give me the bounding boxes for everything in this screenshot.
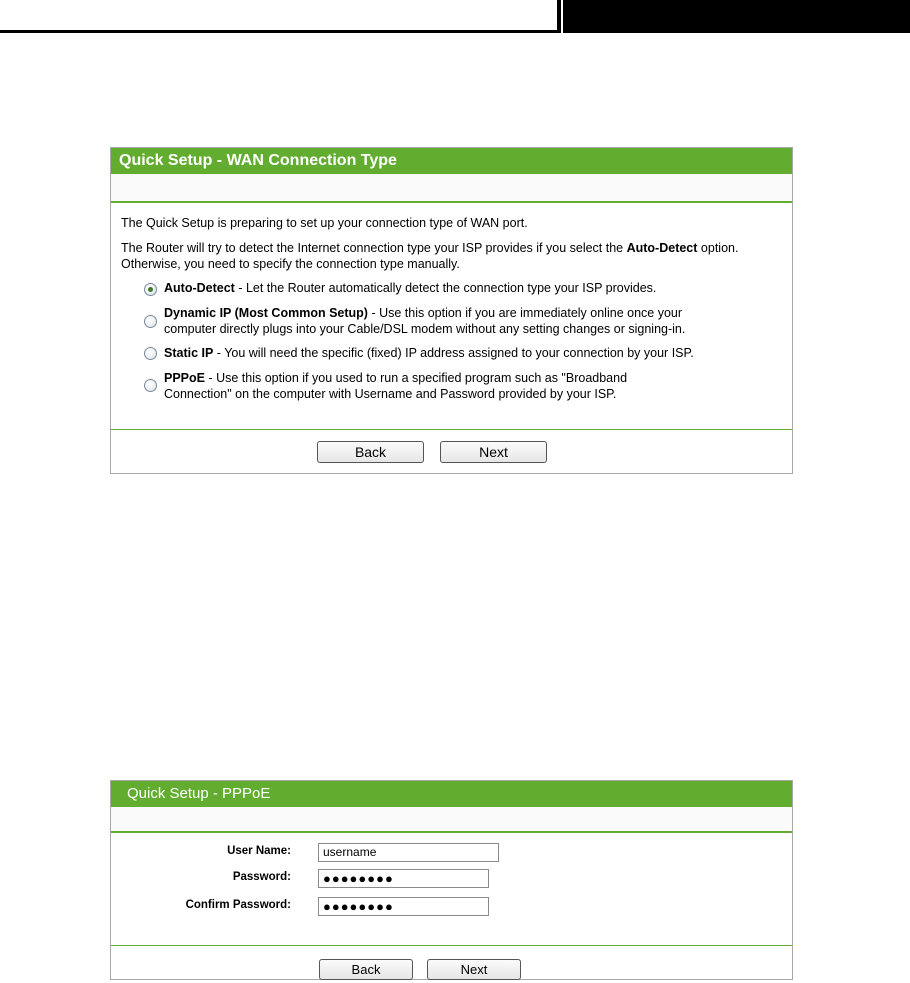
option-pppoe-desc: - Use this option if you used to run a specified program such as "Broadband xyxy=(205,371,628,385)
radio-auto-detect[interactable] xyxy=(144,283,157,296)
back-button[interactable]: Back xyxy=(317,441,424,463)
detect-text-post: option. xyxy=(697,241,739,255)
header-rule xyxy=(0,30,557,33)
password-input[interactable]: ●●●●●●●● xyxy=(318,869,489,888)
option-pppoe-desc2: Connection" on the computer with Username and Password provided by your ISP. xyxy=(164,387,617,401)
detect-text-line2: Otherwise, you need to specify the connection type manually. xyxy=(121,257,460,271)
confirm-password-input[interactable]: ●●●●●●●● xyxy=(318,897,489,916)
wan-connection-type-panel xyxy=(110,147,793,474)
option-dynamic-ip-desc: - Use this option if you are immediately online once your xyxy=(367,306,683,320)
panel-subheader xyxy=(111,174,792,203)
panel-title: Quick Setup - WAN Connection Type xyxy=(111,148,792,174)
panel-footer-separator xyxy=(111,429,792,430)
option-static-ip-name: Static IP xyxy=(164,346,214,360)
panel-subheader xyxy=(111,807,792,833)
username-label: User Name: xyxy=(227,845,291,857)
radio-static-ip[interactable] xyxy=(144,347,157,360)
radio-dynamic-ip[interactable] xyxy=(144,315,157,328)
username-input[interactable]: username xyxy=(318,843,499,862)
password-label: Password: xyxy=(232,871,291,883)
option-auto-detect-desc: - Let the Router automatically detect the connection type your ISP provides. xyxy=(234,281,657,295)
panel-footer-separator xyxy=(111,945,792,946)
header-black-bar xyxy=(557,0,910,33)
next-button[interactable]: Next xyxy=(440,441,547,463)
option-auto-detect xyxy=(164,280,656,296)
option-auto-detect-name: Auto-Detect xyxy=(164,281,235,295)
option-static-ip-desc: - You will need the specific (fixed) IP address assigned to your connection by your ISP. xyxy=(213,346,694,360)
option-dynamic-ip xyxy=(164,305,682,321)
intro-text: The Quick Setup is preparing to set up your connection type of WAN port. xyxy=(121,216,528,230)
option-pppoe xyxy=(164,370,627,386)
option-pppoe-name: PPPoE xyxy=(164,371,205,385)
panel-title: Quick Setup - PPPoE xyxy=(111,781,792,807)
detect-text-pre: The Router will try to detect the Internet connection type your ISP provides if you select the xyxy=(121,241,627,255)
option-dynamic-ip-desc2: computer directly plugs into your Cable/DSL modem without any setting changes or signing-in. xyxy=(164,322,686,336)
confirm-password-label: Confirm Password: xyxy=(185,899,291,911)
back-button[interactable]: Back xyxy=(319,959,413,980)
radio-pppoe[interactable] xyxy=(144,379,157,392)
header-divider xyxy=(561,0,563,33)
next-button[interactable]: Next xyxy=(427,959,521,980)
pppoe-panel xyxy=(110,780,793,980)
option-dynamic-ip-name: Dynamic IP (Most Common Setup) xyxy=(164,306,368,320)
detect-text-line1 xyxy=(121,240,738,256)
detect-text-bold: Auto-Detect xyxy=(626,241,698,255)
option-static-ip xyxy=(164,345,694,361)
